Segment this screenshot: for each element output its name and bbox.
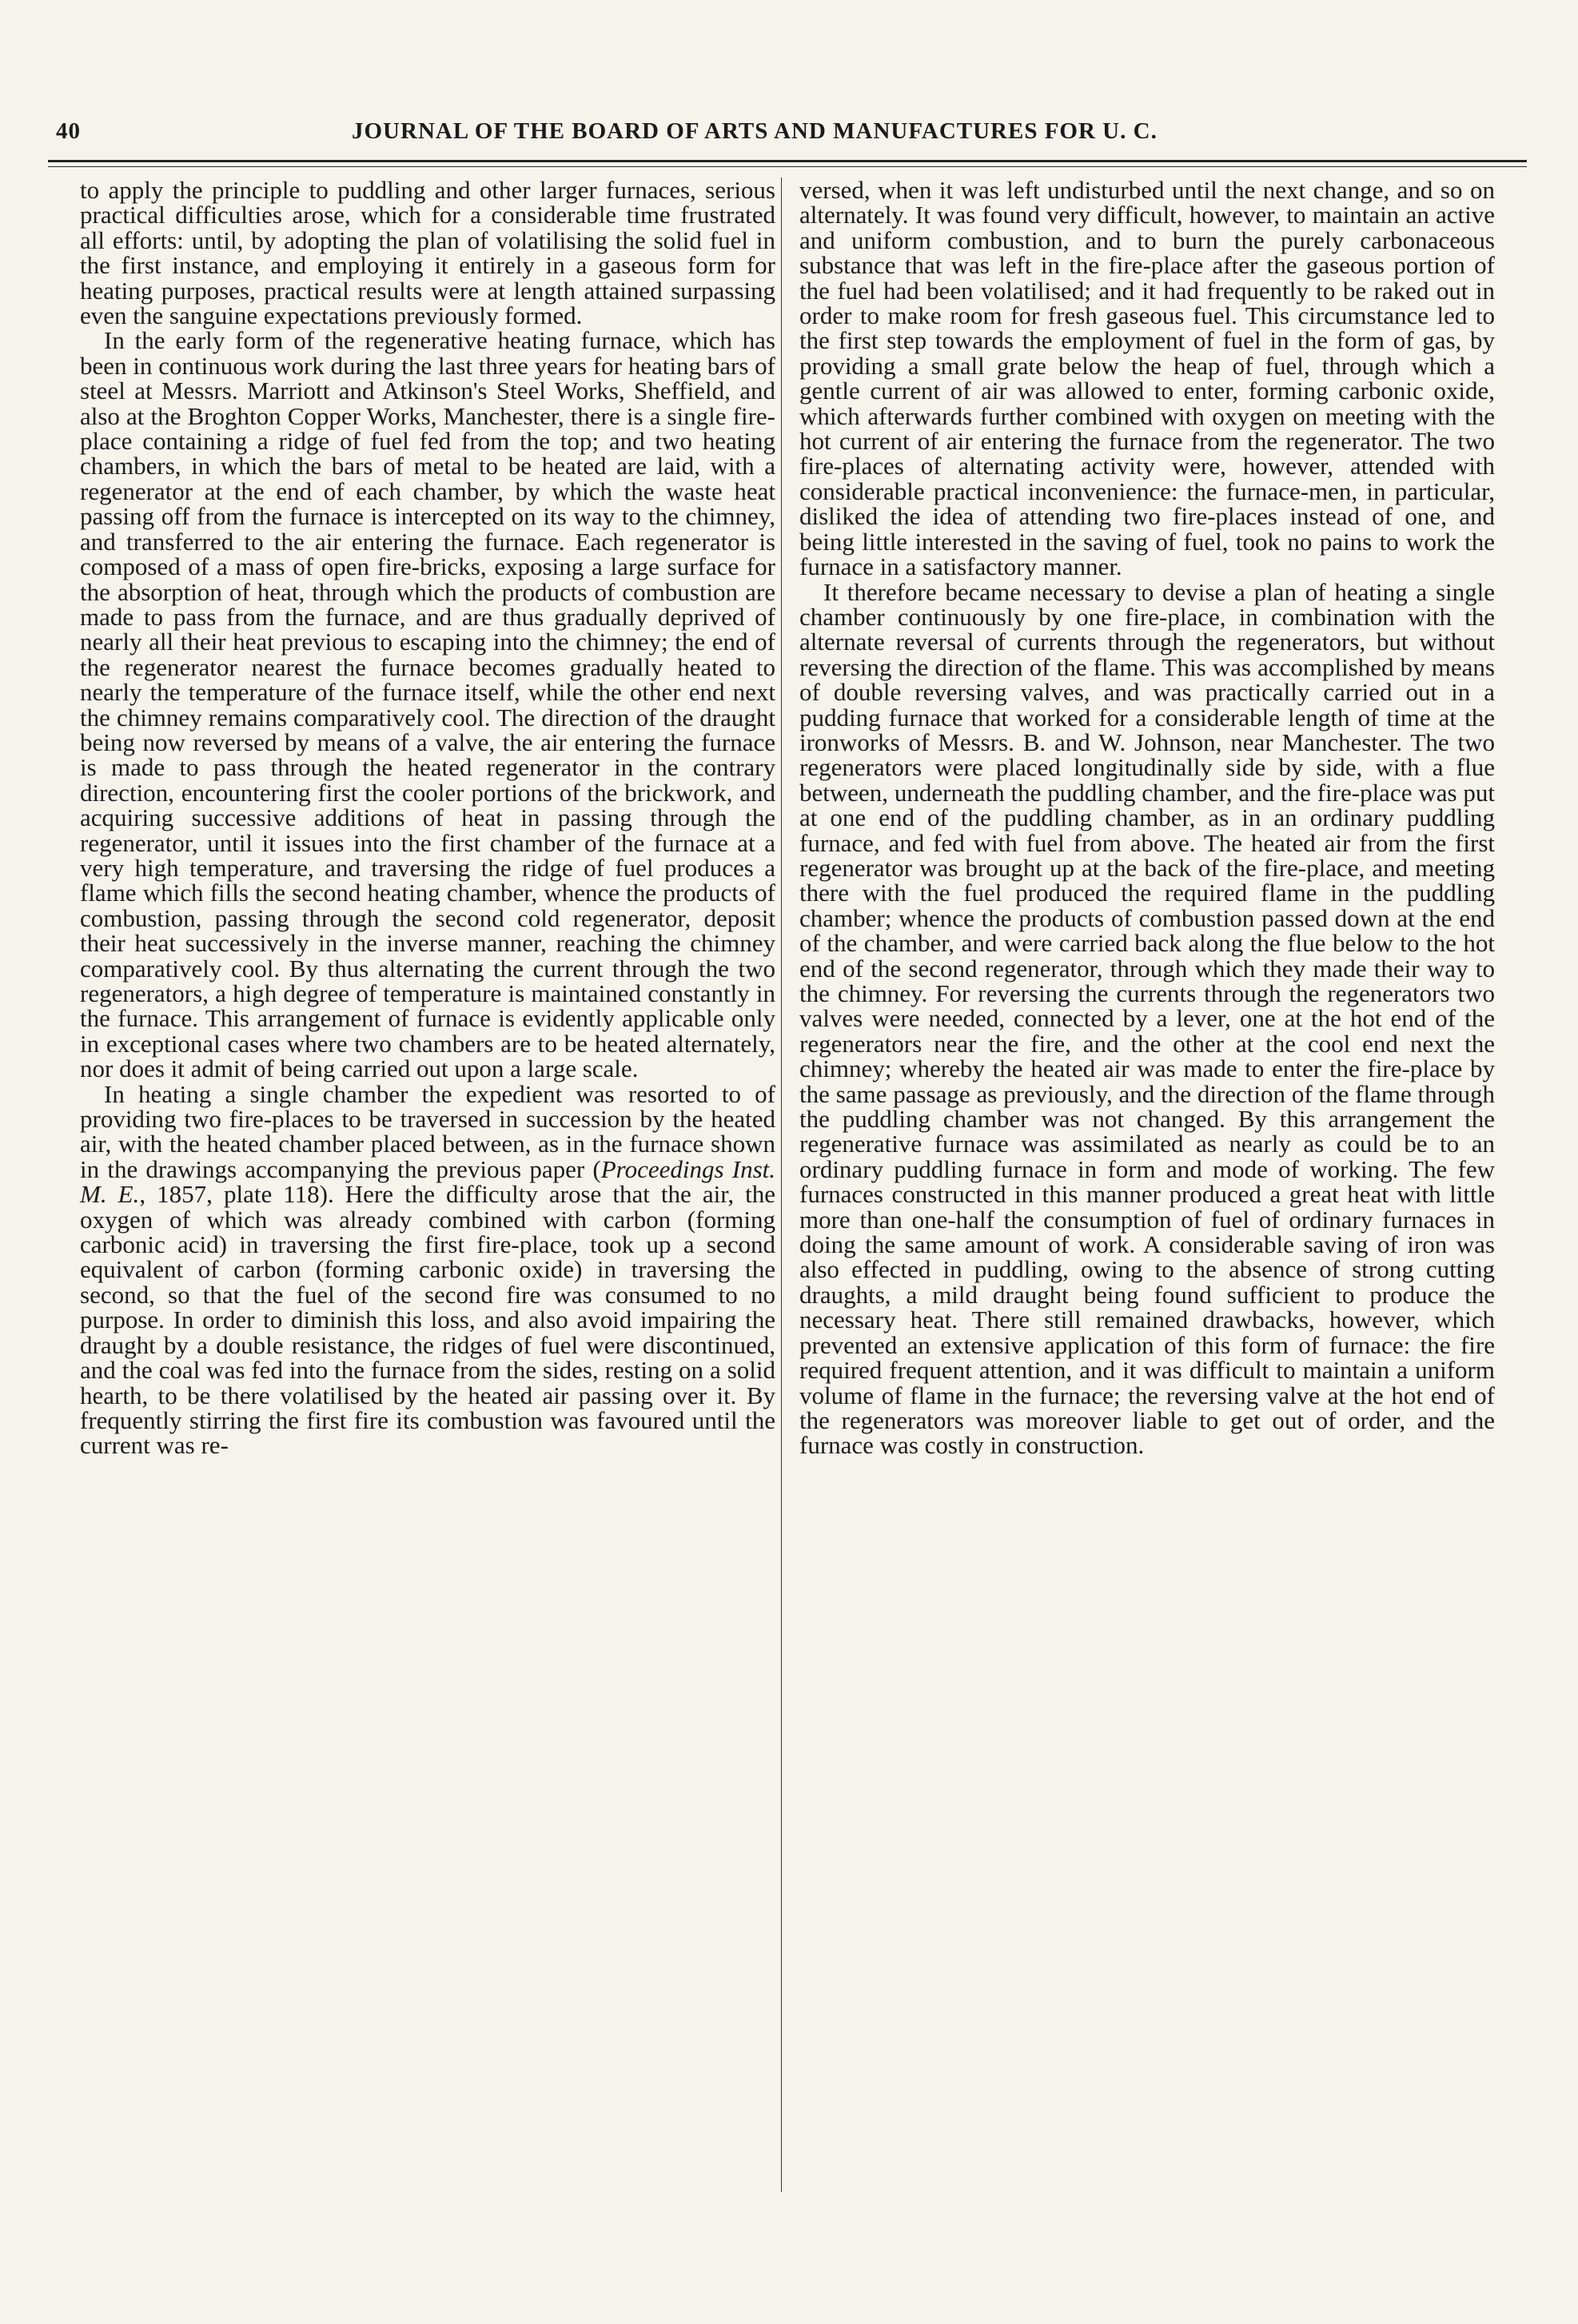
- header-rule-thick: [48, 160, 1527, 162]
- running-header: [48, 112, 1527, 152]
- paragraph-text: In heating a single chamber the expedient was resorted to of providing two fire-places to be traversed in succession by the heated air, with the heated chamber placed between, as in the furnace shown in the drawings accompanying the previous paper (: [80, 1079, 775, 1183]
- paragraph: In the early form of the regenerative heating furnace, which has been in continuous work during the last three years for heating bars of steel at Messrs. Marriott and Atkinson's Steel Works, Sheffield, and also at the Broghton Copper Works, Manchester, there is a single fire-place containing a ridge of fuel fed from the top; and two heating chambers, in which the bars of metal to be heated are laid, with a regenerator at the end of each chamber, by which the waste heat passing off from the furnace is intercepted on its way to the chimney, and transferred to the air entering the furnace. Each regenerator is composed of a mass of open fire-bricks, exposing a large surface for the absorption of heat, through which the products of combustion are made to pass from the furnace, and are thus gradually deprived of nearly all their heat previous to escaping into the chimney; the end of the regenerator nearest the furnace becomes gradually heated to nearly the temperature of the furnace itself, while the other end next the chimney remains comparatively cool. The direction of the draught being now reversed by means of a valve, the air entering the furnace is made to pass through the heated regenerator in the contrary direction, encountering first the cooler portions of the brickwork, and acquiring successive additions of heat in passing through the regenerator, until it issues into the first chamber of the furnace at a very high temperature, and traversing the ridge of fuel produces a flame which fills the second heating chamber, whence the products of combustion, passing through the second cold regenerator, deposit their heat successively in the inverse manner, reaching the chimney comparatively cool. By thus alternating the current through the two regenerators, a high degree of temperature is maintained constantly in the furnace. This arrangement of furnace is evidently applicable only in exceptional cases where two chambers are to be heated alternately, nor does it admit of being carried out upon a large scale.: [80, 326, 775, 1083]
- citation: Proceedings Inst. M. E.: [80, 1154, 775, 1209]
- page-number: 40: [56, 118, 81, 144]
- column-divider: [781, 177, 782, 2192]
- paragraph: versed, when it was left undisturbed until the next change, and so on alternately. It was found very difficult, however, to maintain an active and uniform combustion, and to burn the purely carbonaceous substance that was left in the fire-place after the gaseous portion of the fuel had been volatilised; and it had frequently to be raked out in order to make room for fresh gaseous fuel. This circumstance led to the first step towards the employment of fuel in the form of gas, by providing a small grate below the heap of fuel, through which a gentle current of air was allowed to enter, forming carbonic oxide, which afterwards further combined with oxygen on meeting with the hot current of air entering the furnace from the regenerator. The two fire-places of alternating activity were, however, attended with considerable practical inconvenience: the furnace-men, in particular, disliked the idea of attending two fire-places instead of one, and being little interested in the saving of fuel, took no pains to work the furnace in a satisfactory manner.: [799, 176, 1495, 581]
- header-rule-thin: [48, 166, 1527, 167]
- paragraph: [80, 1079, 776, 1460]
- paragraph: It therefore became necessary to devise a plan of heating a single chamber continuously by one fire-place, in combination with the alternate reversal of currents through the regenerators, but without reversing the direction of the flame. This was accomplished by means of double reversing valves, and was practically carried out in a pudding furnace that worked for a considerable length of time at the ironworks of Messrs. B. and W. Johnson, near Manchester. The two regenerators were placed longitudinally side by side, with a flue between, underneath the puddling chamber, and the fire-place was put at one end of the puddling chamber, as in an ordinary puddling furnace, and fed with fuel from above. The heated air from the first regenerator was brought up at the back of the fire-place, and meeting there with the fuel produced the required flame in the puddling chamber; whence the products of combustion passed down at the end of the chamber, and were carried back along the flue below to the hot end of the second regenerator, through which they made their way to the chimney. For reversing the currents through the regenerators two valves were needed, connected by a lever, one at the hot end of the regenerators near the fire, and the other at the cool end next the chimney; whereby the heated air was made to enter the fire-place by the same passage as previously, and the direction of the flame through the puddling chamber was not changed. By this arrangement the regenerative furnace was assimilated as nearly as could be to an ordinary puddling furnace in form and mode of working. The few furnaces constructed in this manner produced a great heat with little more than one-half the consumption of fuel of ordinary furnaces in doing the same amount of work. A considerable saving of iron was also effected in puddling, owing to the absence of strong cutting draughts, a mild draught being found sufficient to produce the necessary heat. There still remained drawbacks, however, which prevented an extensive application of this form of furnace: the fire required frequent attention, and it was difficult to maintain a uniform volume of flame in the furnace; the reversing valve at the hot end of the regenerators was moreover liable to get out of order, and the furnace was costly in construction.: [799, 577, 1495, 1460]
- left-column: [80, 177, 775, 1458]
- journal-title: JOURNAL OF THE BOARD OF ARTS AND MANUFACTURES FOR U. C.: [352, 118, 1158, 144]
- paragraph-text: , 1857, plate 118). Here the difficulty arose that the air, the oxygen of which was already combined with carbon (forming carbonic acid) in traversing the first fire-place, took up a second equivalent of carbon (forming carbonic oxide) in traversing the second, so that the fuel of the second fire was consumed to no purpose. In order to diminish this loss, and also avoid impairing the draught by a double resistance, the ridges of fuel were discontinued, and the coal was fed into the furnace from the sides, resting on a solid hearth, to be there volatilised by the heated air passing over it. By frequently stirring the first fire its combustion was favoured until the current was re-: [80, 1180, 776, 1460]
- right-column: [799, 177, 1495, 1458]
- paragraph: to apply the principle to puddling and other larger furnaces, serious practical difficulties arose, which for a considerable time frustrated all efforts: until, by adopting the plan of volatilising the solid fuel in the first instance, and employing it entirely in a gaseous form for heating purposes, practical results were at length attained surpassing even the sanguine expectations previously formed.: [80, 176, 775, 330]
